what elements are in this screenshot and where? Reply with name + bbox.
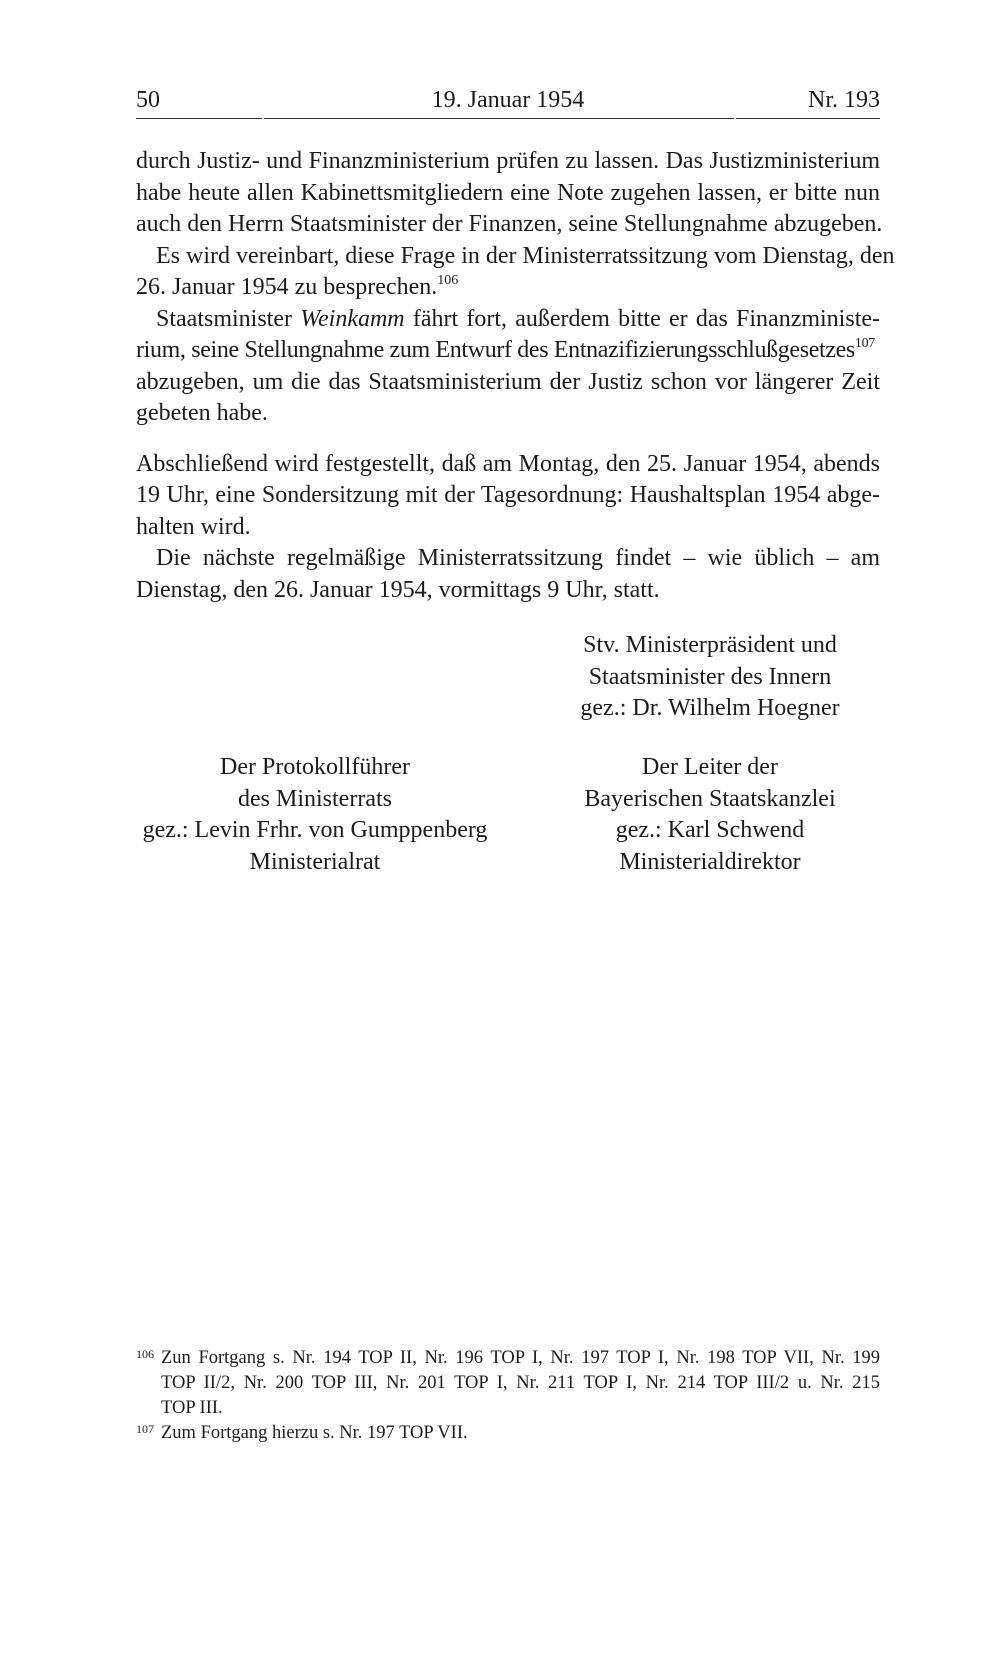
- text-line: [136, 304, 880, 336]
- text-line: Dienstag, den 26. Januar 1954, vormittags 9 Uhr, statt.: [136, 576, 660, 603]
- signature-line: Der Leiter der: [642, 754, 778, 780]
- paragraph-3: [136, 304, 880, 430]
- paragraph-1: [136, 146, 883, 241]
- text-line: habe heute allen Kabinettsmitgliedern eine Note zugehen lassen, er bitte nun: [136, 179, 880, 206]
- header-rule-center: [264, 118, 734, 119]
- footnotes: [136, 1346, 880, 1446]
- text-line: durch Justiz- und Finanzministerium prüfen zu lassen. Das Justizministerium: [136, 148, 880, 174]
- signature-line: Staatsminister des Innern: [588, 663, 832, 690]
- text-line: Die nächste regelmäßige Ministerratssitzung findet – wie üblich – am: [156, 545, 880, 571]
- footnote-line: Zum Fortgang hierzu s. Nr. 197 TOP VII.: [161, 1423, 468, 1443]
- signature-block-deputy-minister-president: [540, 630, 880, 725]
- signature-line: des Ministerrats: [238, 785, 392, 812]
- text-line: Es wird vereinbart, diese Frage in der Ministerratssitzung vom Dienstag, den: [156, 242, 895, 269]
- text-line: 19 Uhr, eine Sondersitzung mit der Tagesordnung: Haushaltsplan 1954 abge-: [136, 482, 880, 508]
- footnote-line: TOP II/2, Nr. 200 TOP III, Nr. 201 TOP I, Nr. 211 TOP I, Nr. 214 TOP III/2 u. Nr. 215: [161, 1373, 880, 1393]
- footnote-line: Zun Fortgang s. Nr. 194 TOP II, Nr. 196 TOP I, Nr. 197 TOP I, Nr. 198 TOP VII, Nr. 199: [161, 1348, 880, 1368]
- header-rule-left: [136, 118, 262, 119]
- document-number: Nr. 193: [808, 87, 880, 113]
- signature-line: Ministerialrat: [249, 848, 381, 875]
- paragraph-2: [136, 241, 895, 304]
- text-line: auch den Herrn Staatsminister der Finanzen, seine Stellungnahme abzugeben.: [136, 211, 883, 237]
- text-line: halten wird.: [136, 513, 251, 540]
- page-number: 50: [136, 87, 160, 113]
- signature-line: Der Protokollführer: [220, 754, 410, 780]
- header-date: 19. Januar 1954: [431, 87, 585, 113]
- footnote-number: 107: [136, 1422, 154, 1436]
- text-line: [136, 335, 880, 367]
- minister-name: Weinkamm: [300, 305, 405, 332]
- footnote-number: 106: [136, 1347, 154, 1361]
- paragraph-4: [136, 449, 880, 544]
- text-segment: Staatsminister: [156, 305, 301, 332]
- signature-block-chancellery-head: [540, 752, 880, 878]
- text-line: abzugeben, um die das Staatsministerium der Justiz schon vor längerer Zeit: [136, 368, 880, 395]
- signature-line: gez.: Levin Frhr. von Gumppenberg: [142, 817, 488, 843]
- signature-line: Ministerialdirektor: [619, 848, 801, 875]
- signature-line: gez.: Karl Schwend: [615, 817, 805, 843]
- main-text: [136, 146, 895, 606]
- text-segment: fährt fort, außerdem bitte er das Finanzministe-: [404, 305, 881, 332]
- footnote-ref-107[interactable]: 107: [854, 336, 875, 351]
- footnote-106: [136, 1346, 880, 1421]
- paragraph-gap: [136, 430, 880, 449]
- signature-block-recorder: [130, 752, 500, 878]
- footnote-ref-106[interactable]: 106: [437, 273, 459, 288]
- signature-line: Stv. Ministerpräsident und: [583, 632, 837, 658]
- text-segment: rium, seine Stellungnahme zum Entwurf des Entnazifizierungsschlußgesetzes: [136, 337, 855, 363]
- signature-line: gez.: Dr. Wilhelm Hoegner: [580, 695, 840, 721]
- text-segment: 26. Januar 1954 zu besprechen.: [136, 274, 438, 300]
- header-rule-right: [736, 118, 880, 119]
- footnote-107: [136, 1421, 880, 1446]
- paragraph-5: [136, 543, 880, 606]
- footnote-line: TOP III.: [161, 1398, 223, 1418]
- text-line: gebeten habe.: [136, 400, 268, 426]
- running-header: [136, 82, 880, 118]
- text-line: [136, 272, 880, 304]
- signature-line: Bayerischen Staatskanzlei: [584, 785, 836, 812]
- text-line: Abschließend wird festgestellt, daß am Montag, den 25. Januar 1954, abends: [136, 450, 880, 477]
